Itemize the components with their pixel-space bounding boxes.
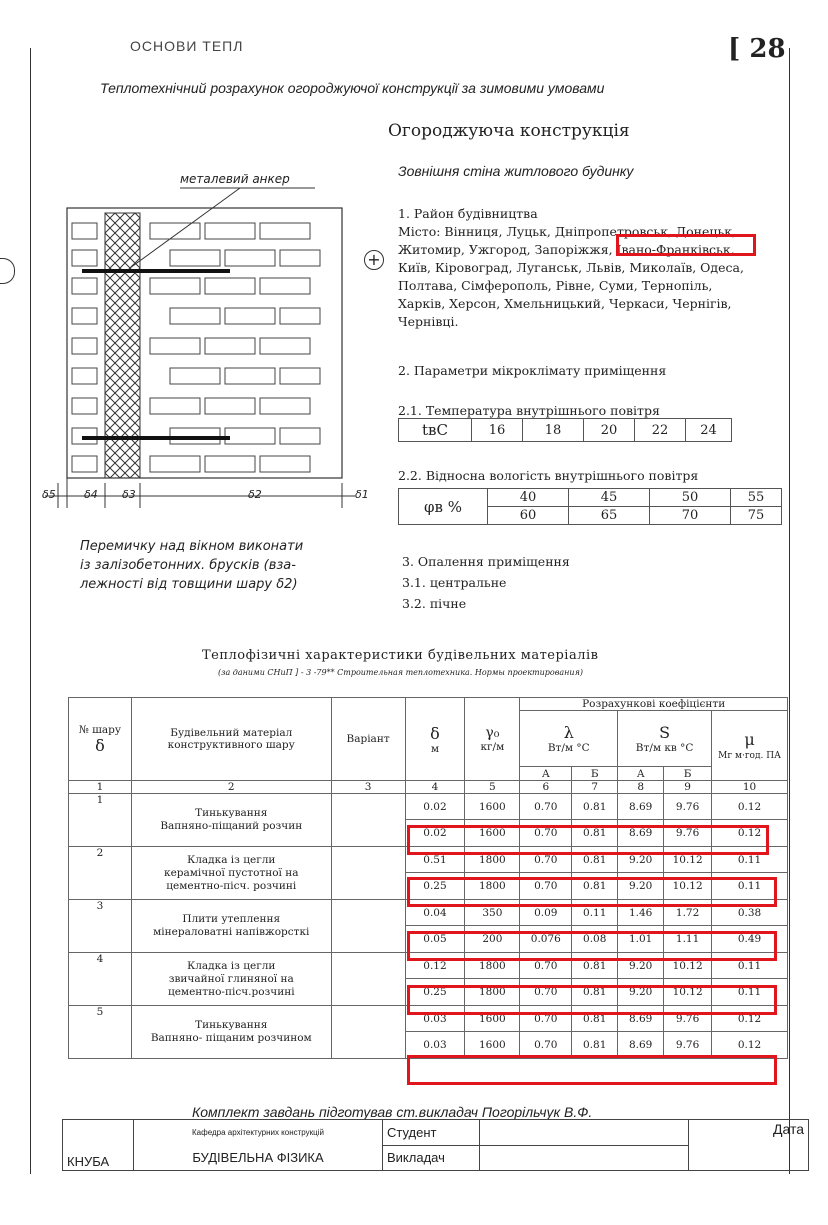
table-cell: 0.81 — [572, 873, 618, 900]
layer-variant — [331, 847, 405, 900]
layer-material-name — [131, 847, 331, 900]
col-s: S Вт/м кв °С — [618, 711, 712, 767]
col-thickness: δ м — [405, 698, 465, 781]
org-label: КНУБА — [63, 1120, 134, 1171]
layer-variant — [331, 953, 405, 1006]
table-cell: 0.70 — [520, 953, 572, 979]
col-number: 2 — [131, 781, 331, 794]
table-cell: 9.76 — [664, 820, 712, 847]
table-cell: 1800 — [465, 873, 520, 900]
humidity-value: 45 — [569, 489, 650, 507]
layer-material-name — [131, 900, 331, 953]
temp-value: 18 — [523, 419, 584, 442]
course-label: БУДІВЕЛЬНА ФІЗИКА — [134, 1145, 383, 1171]
table-cell: 0.02 — [405, 820, 465, 847]
temperature-table — [398, 418, 732, 442]
table-cell: 0.70 — [520, 873, 572, 900]
heating-stove: 3.2. пічне — [402, 596, 467, 611]
table-cell: 1600 — [465, 794, 520, 820]
layer-variant — [331, 900, 405, 953]
table-cell: 0.81 — [572, 1006, 618, 1032]
humidity-value: 55 — [731, 489, 782, 507]
table-cell: 9.76 — [664, 1032, 712, 1059]
col-number: 3 — [331, 781, 405, 794]
table-cell: 1800 — [465, 979, 520, 1006]
col-number: 5 — [465, 781, 520, 794]
table-cell: 1.11 — [664, 926, 712, 953]
col-variant: Варіант — [331, 698, 405, 781]
material-name-line: звичайної глиняної на — [168, 972, 294, 985]
wall-section-drawing — [40, 178, 360, 523]
city-list: Місто: Вінниця, Луцьк, Дніпропетровськ, Донецьк, Житомир, Ужгород, Запоріжжя, Івано-Франківськ, Київ, Кіровоград, Луганськ, Львів, Миколаїв, Одеса, Полтава, Сімферополь, Рівне, Суми, Тернопіль, Харків, Херсон, Хмельницький, Черкаси, Чернігів, Чернівці. — [398, 224, 744, 329]
page-number: [ 28 — [728, 34, 786, 64]
layer-number: 5 — [69, 1006, 132, 1059]
col-layer-num: № шару δ — [69, 698, 132, 781]
teacher-label: Викладач — [383, 1145, 480, 1171]
layer-variant — [331, 794, 405, 847]
material-name-line: мінераловатні напівжорсткі — [153, 926, 310, 938]
col-number: 8 — [618, 781, 664, 794]
table-cell: 0.81 — [572, 847, 618, 873]
dim-d5: δ5 — [42, 488, 56, 501]
materials-title: Теплофізичні характеристики будівельних матеріалів — [202, 648, 599, 663]
material-name-line: керамічної пустотної на — [164, 866, 299, 879]
variant-highlight-layer-4 — [407, 985, 777, 1015]
heating-heading: 3. Опалення приміщення — [402, 554, 570, 569]
col-a: А — [618, 767, 664, 781]
layer-number: 1 — [69, 794, 132, 847]
humidity-value: 70 — [650, 507, 731, 525]
table-cell: 1.46 — [618, 900, 664, 926]
table-cell: 10.12 — [664, 953, 712, 979]
construction-title: Огороджуюча конструкція — [388, 121, 630, 141]
material-name-line: Тинькування — [195, 1019, 268, 1031]
table-cell: 0.11 — [712, 953, 788, 979]
temp-value: 24 — [686, 419, 732, 442]
material-name-line: цементно-пісч.розчині — [167, 985, 295, 998]
microclimate-heading: 2. Параметри мікроклімату приміщення — [398, 363, 667, 378]
table-cell: 8.69 — [618, 1032, 664, 1059]
table-cell: 9.20 — [618, 873, 664, 900]
table-cell: 0.81 — [572, 1032, 618, 1059]
table-cell: 9.76 — [664, 794, 712, 820]
table-cell: 0.08 — [572, 926, 618, 953]
table-cell: 10.12 — [664, 979, 712, 1006]
table-cell: 0.49 — [712, 926, 788, 953]
material-name-line: Тинькування — [195, 807, 268, 819]
binding-mark — [0, 258, 15, 284]
table-cell: 0.076 — [520, 926, 572, 953]
dim-d3: δ3 — [122, 488, 136, 501]
variant-highlight-layer-1 — [407, 825, 769, 855]
material-name-line: Плити утеплення — [182, 913, 281, 925]
anchor-label: металевий анкер — [180, 172, 290, 186]
material-name-line: Вапняно-піщаний розчин — [160, 820, 303, 832]
humidity-heading: 2.2. Відносна вологість внутрішнього повітря — [398, 468, 699, 483]
temp-value: 22 — [635, 419, 686, 442]
layer-variant — [331, 1006, 405, 1059]
table-cell: 0.25 — [405, 873, 465, 900]
humidity-value: 60 — [488, 507, 569, 525]
variant-highlight-layer-5 — [407, 1055, 777, 1085]
dim-d4: δ4 — [84, 488, 98, 501]
add-marker-icon: + — [364, 250, 384, 270]
material-name-line: Вапняно- піщаним розчином — [150, 1032, 312, 1044]
col-a: А — [520, 767, 572, 781]
table-cell: 0.03 — [405, 1006, 465, 1032]
lintel-note: Перемичку над вікном виконати із залізобетонних. брусків (вза- лежності від товщини шару δ2) — [80, 539, 304, 592]
material-name-line: Кладка із цегли — [187, 959, 276, 972]
table-cell: 1.72 — [664, 900, 712, 926]
table-cell: 0.70 — [520, 847, 572, 873]
humidity-value: 40 — [488, 489, 569, 507]
table-cell: 0.12 — [712, 794, 788, 820]
col-number: 9 — [664, 781, 712, 794]
table-cell: 0.51 — [405, 847, 465, 873]
column-number-row — [69, 781, 788, 794]
material-name-line: цементно-пісч. розчині — [166, 879, 297, 892]
temp-value: 20 — [584, 419, 635, 442]
table-cell: 0.70 — [520, 1006, 572, 1032]
layer-material-name — [131, 1006, 331, 1059]
table-cell: 0.81 — [572, 979, 618, 1006]
heating-central: 3.1. центральне — [402, 575, 507, 590]
construction-subtitle: Зовнішня стіна житлового будинку — [398, 163, 634, 179]
col-b: Б — [572, 767, 618, 781]
temp-symbol: tвС — [399, 419, 472, 442]
table-cell: 1.01 — [618, 926, 664, 953]
table-cell: 0.09 — [520, 900, 572, 926]
table-cell: 1800 — [465, 847, 520, 873]
table-cell: 9.20 — [618, 953, 664, 979]
table-cell: 0.81 — [572, 794, 618, 820]
col-lambda: λ Вт/м °С — [520, 711, 618, 767]
date-label: Дата — [689, 1120, 809, 1171]
layer-number: 4 — [69, 953, 132, 1006]
col-mu: μ Мг м·год. ПА — [712, 711, 788, 781]
dim-d2: δ2 — [248, 488, 262, 501]
layer-number: 2 — [69, 847, 132, 900]
page-title: Теплотехнічний розрахунок огороджуючої конструкції за зимовими умовами — [100, 80, 605, 96]
table-cell: 0.02 — [405, 794, 465, 820]
temperature-heading: 2.1. Температура внутрішнього повітря — [398, 403, 660, 418]
table-cell: 0.70 — [520, 820, 572, 847]
table-cell: 1600 — [465, 1006, 520, 1032]
dim-d1: δ1 — [355, 488, 369, 501]
table-cell: 1600 — [465, 1032, 520, 1059]
humidity-value: 50 — [650, 489, 731, 507]
humidity-table — [398, 488, 782, 525]
table-cell: 9.76 — [664, 1006, 712, 1032]
table-cell: 0.38 — [712, 900, 788, 926]
title-block — [62, 1119, 809, 1171]
materials-subtitle: (за даними СНиП ] - 3 -79** Строительная теплотехника. Нормы проектирования) — [218, 668, 583, 677]
table-cell: 0.11 — [712, 873, 788, 900]
table-cell: 0.05 — [405, 926, 465, 953]
col-number: 4 — [405, 781, 465, 794]
humidity-value: 65 — [569, 507, 650, 525]
table-cell: 0.12 — [712, 1006, 788, 1032]
layer-material-name — [131, 794, 331, 847]
student-label: Студент — [383, 1120, 480, 1146]
table-cell: 0.70 — [520, 979, 572, 1006]
table-cell: 8.69 — [618, 1006, 664, 1032]
credit-line: Комплект завдань підготував ст.викладач Погорільчук В.Ф. — [192, 1104, 593, 1120]
table-cell: 8.69 — [618, 820, 664, 847]
col-number: 10 — [712, 781, 788, 794]
table-row — [69, 794, 788, 820]
table-cell: 0.81 — [572, 953, 618, 979]
table-cell: 0.81 — [572, 820, 618, 847]
layer-material-name — [131, 953, 331, 1006]
table-cell: 0.12 — [405, 953, 465, 979]
dept-label: Кафедра архітектурних конструкцій — [134, 1120, 383, 1146]
col-material: Будівельний матеріал конструктивного шару — [131, 698, 331, 781]
table-cell: 0.12 — [712, 1032, 788, 1059]
table-cell: 0.25 — [405, 979, 465, 1006]
table-cell: 0.12 — [712, 820, 788, 847]
table-cell: 0.70 — [520, 1032, 572, 1059]
layer-number: 3 — [69, 900, 132, 953]
table-cell: 9.20 — [618, 847, 664, 873]
table-cell: 0.03 — [405, 1032, 465, 1059]
table-cell: 200 — [465, 926, 520, 953]
col-number: 7 — [572, 781, 618, 794]
col-coefficients: Розрахункові коефіцієнти — [520, 698, 788, 711]
table-cell: 0.11 — [712, 847, 788, 873]
material-name-line: Кладка із цегли — [187, 853, 276, 866]
table-cell: 10.12 — [664, 847, 712, 873]
col-b: Б — [664, 767, 712, 781]
table-cell: 9.20 — [618, 979, 664, 1006]
variant-highlight-layer-2 — [407, 877, 777, 907]
selected-city-highlight — [616, 234, 756, 256]
table-cell: 1800 — [465, 953, 520, 979]
cut-heading: ОСНОВИ ТЕПЛ — [130, 38, 244, 54]
col-number: 6 — [520, 781, 572, 794]
table-cell: 8.69 — [618, 794, 664, 820]
col-density: γ₀ кг/м — [465, 698, 520, 781]
variant-highlight-layer-3 — [407, 931, 777, 961]
table-cell: 0.11 — [572, 900, 618, 926]
table-cell: 0.04 — [405, 900, 465, 926]
table-cell: 1600 — [465, 820, 520, 847]
col-number: 1 — [69, 781, 132, 794]
humidity-symbol: φв % — [399, 489, 488, 525]
region-heading: 1. Район будівництва — [398, 206, 538, 221]
table-cell: 0.11 — [712, 979, 788, 1006]
temp-value: 16 — [472, 419, 523, 442]
table-cell: 10.12 — [664, 873, 712, 900]
table-cell: 0.70 — [520, 794, 572, 820]
table-cell: 350 — [465, 900, 520, 926]
humidity-value: 75 — [731, 507, 782, 525]
